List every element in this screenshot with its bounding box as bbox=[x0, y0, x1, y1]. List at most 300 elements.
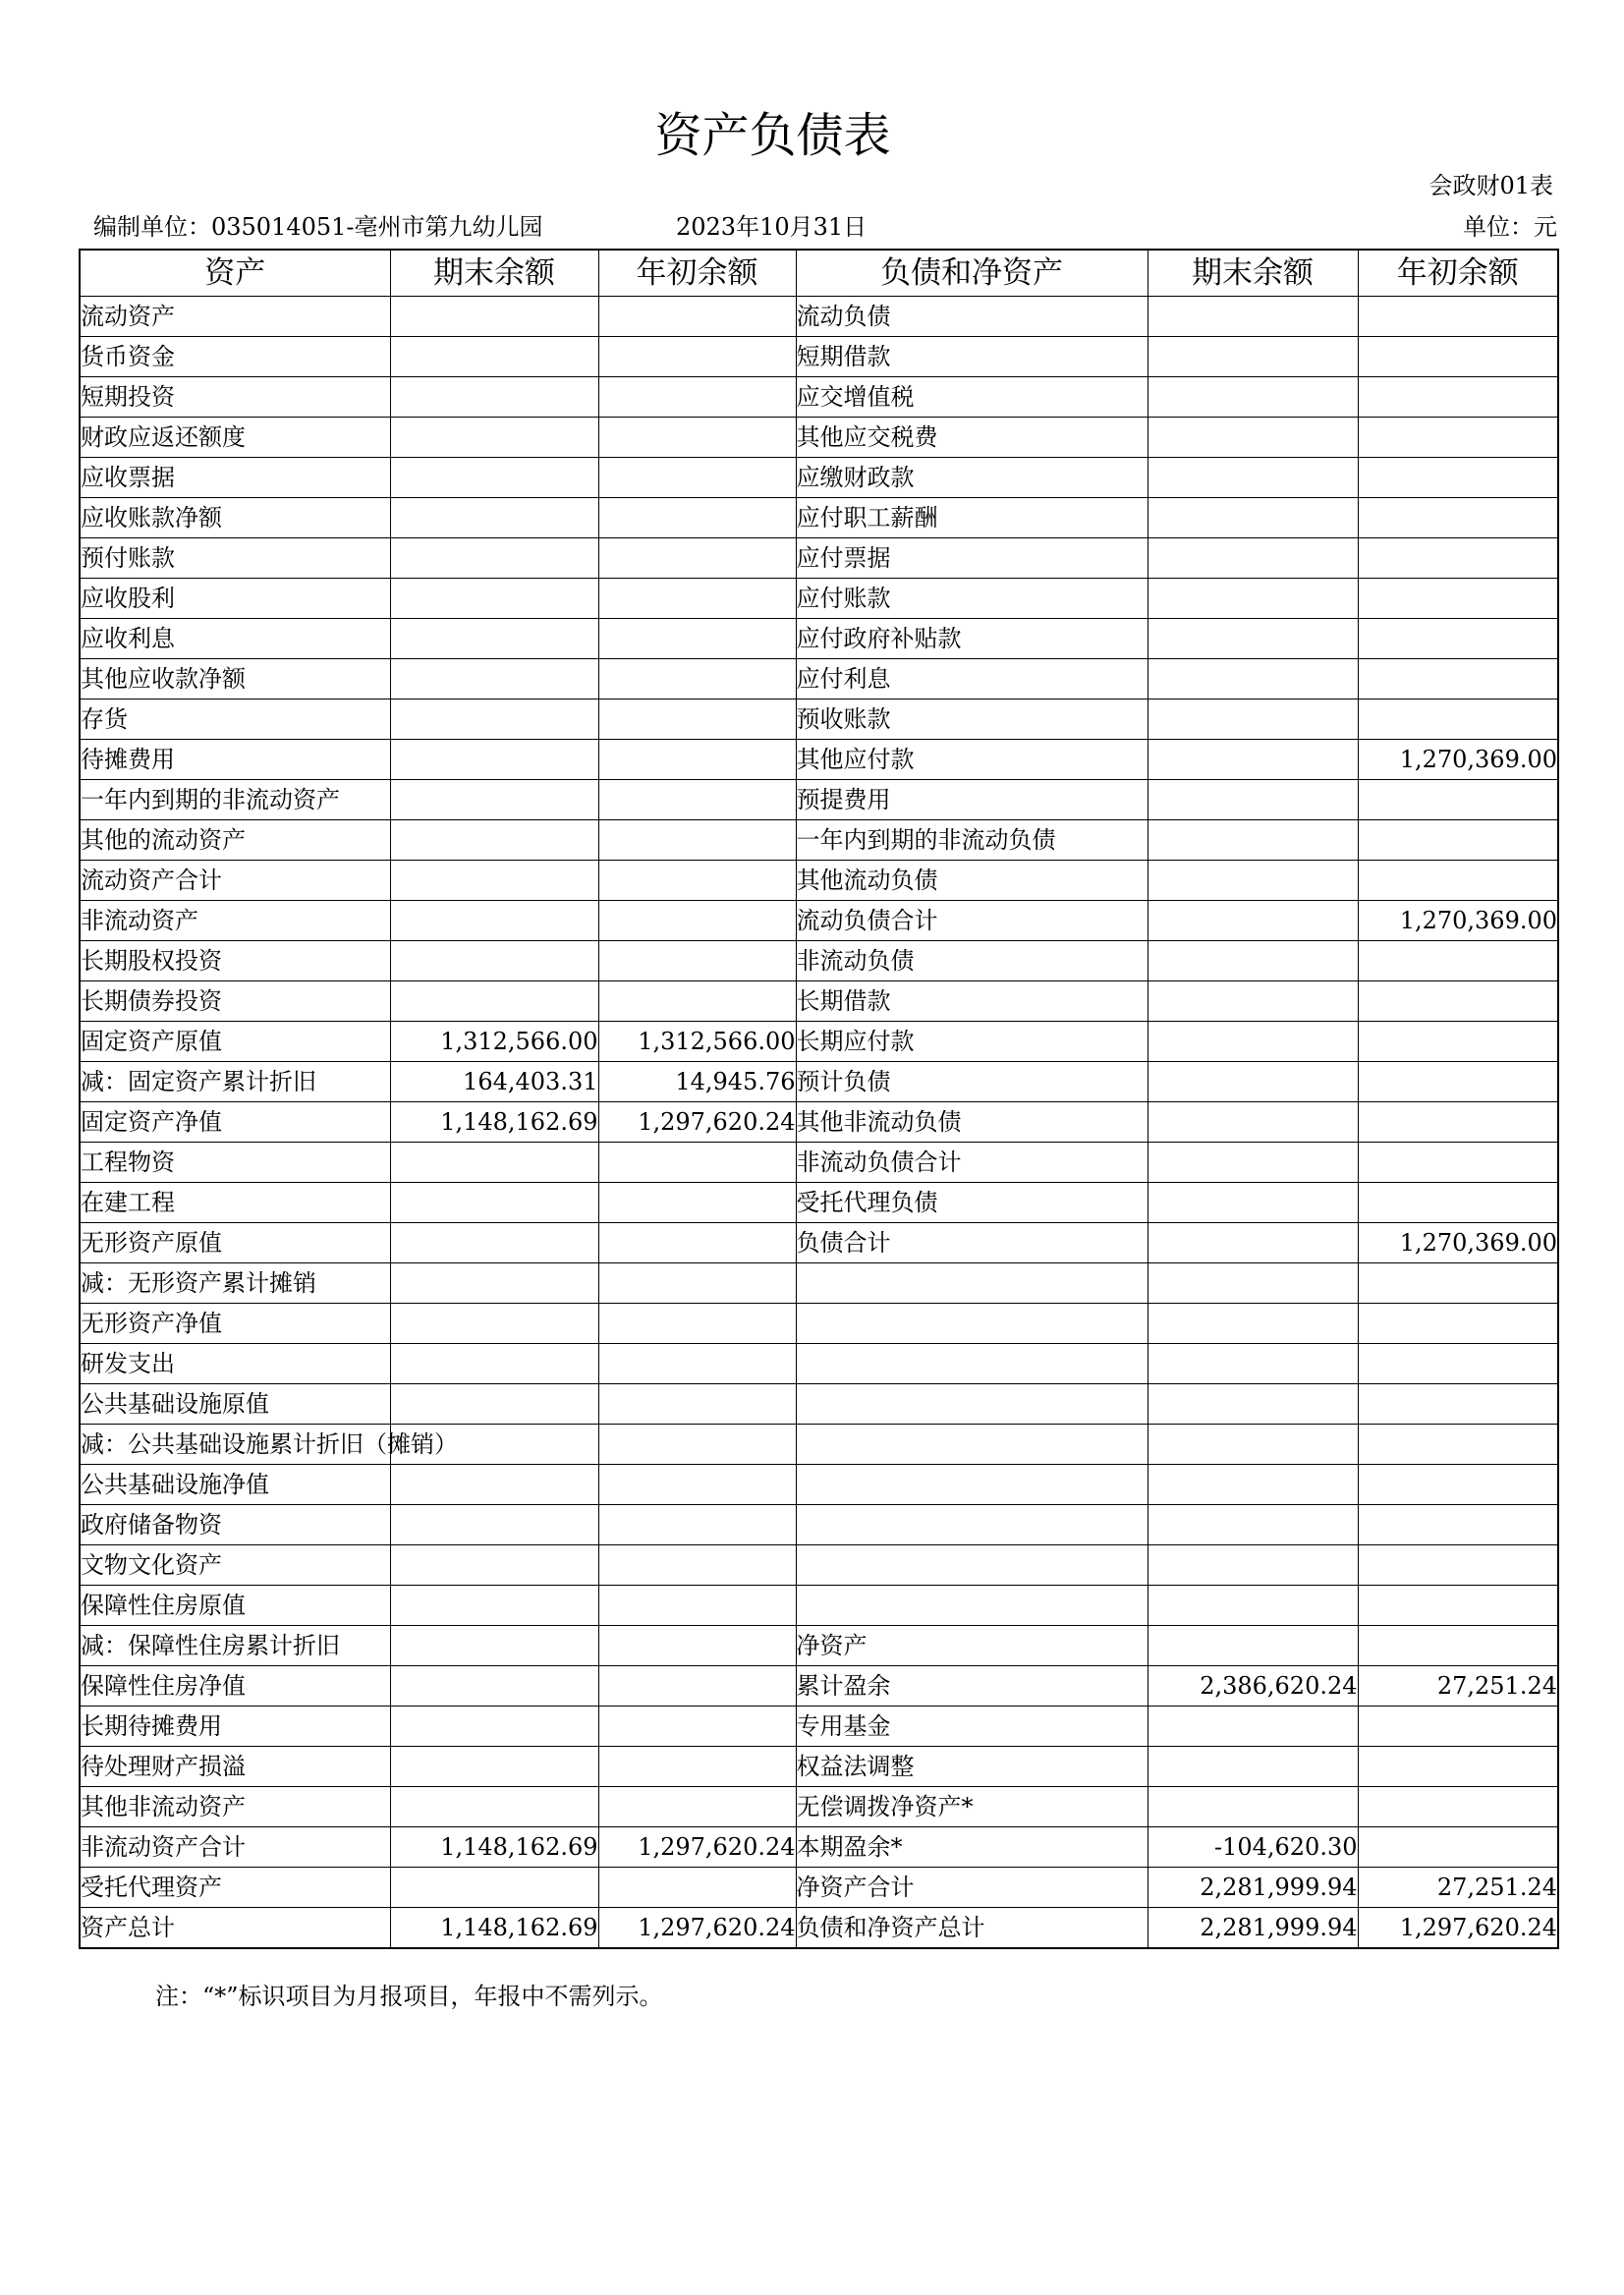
table-row bbox=[80, 1868, 1558, 1908]
liability-item-label: 一年内到期的非流动负债 bbox=[796, 820, 1148, 861]
liability-item-label: 其他流动负债 bbox=[796, 861, 1148, 901]
asset-opening-balance bbox=[598, 659, 796, 700]
liability-item-label bbox=[796, 1425, 1148, 1465]
asset-opening-balance bbox=[598, 1384, 796, 1425]
liability-opening-balance bbox=[1358, 1062, 1558, 1102]
asset-ending-balance bbox=[390, 538, 598, 579]
form-code: 会政财01表 bbox=[1428, 172, 1553, 199]
liability-ending-balance bbox=[1148, 1183, 1358, 1223]
table-row bbox=[80, 740, 1558, 780]
table-row bbox=[80, 498, 1558, 538]
table-row bbox=[80, 1545, 1558, 1586]
liability-opening-balance: 1,297,620.24 bbox=[1358, 1908, 1558, 1949]
liability-item-label: 权益法调整 bbox=[796, 1747, 1148, 1787]
liability-opening-balance bbox=[1358, 337, 1558, 377]
asset-opening-balance bbox=[598, 1183, 796, 1223]
liability-ending-balance bbox=[1148, 981, 1358, 1022]
liability-item-label bbox=[796, 1545, 1148, 1586]
asset-item-label: 资产总计 bbox=[80, 1908, 390, 1949]
liability-ending-balance bbox=[1148, 1465, 1358, 1505]
liability-opening-balance bbox=[1358, 619, 1558, 659]
asset-opening-balance bbox=[598, 1344, 796, 1384]
liability-item-label: 非流动负债 bbox=[796, 941, 1148, 981]
liability-ending-balance: 2,386,620.24 bbox=[1148, 1666, 1358, 1707]
liability-ending-balance bbox=[1148, 861, 1358, 901]
liability-item-label: 流动负债 bbox=[796, 297, 1148, 337]
asset-ending-balance bbox=[390, 1263, 598, 1304]
liability-opening-balance bbox=[1358, 538, 1558, 579]
liability-item-label: 本期盈余* bbox=[796, 1827, 1148, 1868]
balance-sheet-table bbox=[79, 249, 1559, 1949]
liability-opening-balance bbox=[1358, 861, 1558, 901]
liability-ending-balance bbox=[1148, 901, 1358, 941]
asset-opening-balance bbox=[598, 1304, 796, 1344]
asset-item-label: 应收账款净额 bbox=[80, 498, 390, 538]
asset-opening-balance bbox=[598, 579, 796, 619]
liability-opening-balance: 27,251.24 bbox=[1358, 1666, 1558, 1707]
asset-ending-balance bbox=[390, 377, 598, 418]
liability-item-label: 累计盈余 bbox=[796, 1666, 1148, 1707]
liability-ending-balance bbox=[1148, 1707, 1358, 1747]
asset-ending-balance bbox=[390, 941, 598, 981]
liability-ending-balance bbox=[1148, 418, 1358, 458]
liability-opening-balance bbox=[1358, 418, 1558, 458]
asset-ending-balance: 1,148,162.69 bbox=[390, 1102, 598, 1143]
currency-unit: 单位：元 bbox=[1463, 213, 1557, 241]
header-asset-ending-balance: 期末余额 bbox=[390, 250, 598, 297]
liability-item-label bbox=[796, 1344, 1148, 1384]
header-row bbox=[80, 250, 1558, 297]
liability-ending-balance bbox=[1148, 1425, 1358, 1465]
liability-item-label: 预收账款 bbox=[796, 700, 1148, 740]
table-row bbox=[80, 659, 1558, 700]
asset-item-label: 公共基础设施净值 bbox=[80, 1465, 390, 1505]
liability-ending-balance bbox=[1148, 1626, 1358, 1666]
asset-item-label: 其他应收款净额 bbox=[80, 659, 390, 700]
table-row bbox=[80, 579, 1558, 619]
asset-item-label: 固定资产原值 bbox=[80, 1022, 390, 1062]
asset-item-label: 固定资产净值 bbox=[80, 1102, 390, 1143]
asset-item-label: 长期股权投资 bbox=[80, 941, 390, 981]
liability-ending-balance bbox=[1148, 538, 1358, 579]
asset-opening-balance: 1,297,620.24 bbox=[598, 1827, 796, 1868]
asset-opening-balance bbox=[598, 377, 796, 418]
asset-item-label: 无形资产原值 bbox=[80, 1223, 390, 1263]
asset-opening-balance: 14,945.76 bbox=[598, 1062, 796, 1102]
asset-opening-balance bbox=[598, 1586, 796, 1626]
header-assets: 资产 bbox=[80, 250, 390, 297]
header-liability-opening-balance: 年初余额 bbox=[1358, 250, 1558, 297]
asset-opening-balance bbox=[598, 498, 796, 538]
asset-item-label: 非流动资产 bbox=[80, 901, 390, 941]
table-row bbox=[80, 861, 1558, 901]
liability-opening-balance bbox=[1358, 1747, 1558, 1787]
liability-ending-balance bbox=[1148, 498, 1358, 538]
asset-opening-balance bbox=[598, 740, 796, 780]
asset-item-label: 应收股利 bbox=[80, 579, 390, 619]
liability-ending-balance bbox=[1148, 780, 1358, 820]
liability-opening-balance bbox=[1358, 941, 1558, 981]
asset-opening-balance bbox=[598, 1747, 796, 1787]
asset-ending-balance bbox=[390, 458, 598, 498]
asset-item-label: 一年内到期的非流动资产 bbox=[80, 780, 390, 820]
asset-item-label: 预付账款 bbox=[80, 538, 390, 579]
asset-ending-balance bbox=[390, 1586, 598, 1626]
table-row bbox=[80, 1344, 1558, 1384]
table-row bbox=[80, 538, 1558, 579]
asset-ending-balance bbox=[390, 1747, 598, 1787]
table-row bbox=[80, 1223, 1558, 1263]
asset-ending-balance bbox=[390, 1465, 598, 1505]
liability-opening-balance bbox=[1358, 1545, 1558, 1586]
report-title: 资产负债表 bbox=[654, 108, 891, 163]
table-row bbox=[80, 619, 1558, 659]
liability-ending-balance bbox=[1148, 820, 1358, 861]
liability-item-label: 长期应付款 bbox=[796, 1022, 1148, 1062]
asset-ending-balance bbox=[390, 901, 598, 941]
liability-opening-balance bbox=[1358, 1263, 1558, 1304]
liability-ending-balance bbox=[1148, 1143, 1358, 1183]
liability-ending-balance bbox=[1148, 579, 1358, 619]
asset-item-label: 待处理财产损溢 bbox=[80, 1747, 390, 1787]
table-row bbox=[80, 1666, 1558, 1707]
liability-opening-balance bbox=[1358, 377, 1558, 418]
liability-item-label: 净资产 bbox=[796, 1626, 1148, 1666]
asset-ending-balance bbox=[390, 579, 598, 619]
liability-item-label bbox=[796, 1384, 1148, 1425]
liability-opening-balance: 1,270,369.00 bbox=[1358, 740, 1558, 780]
asset-item-label: 短期投资 bbox=[80, 377, 390, 418]
asset-item-label: 无形资产净值 bbox=[80, 1304, 390, 1344]
asset-item-label: 文物文化资产 bbox=[80, 1545, 390, 1586]
asset-ending-balance bbox=[390, 498, 598, 538]
table-row bbox=[80, 1586, 1558, 1626]
liability-item-label bbox=[796, 1263, 1148, 1304]
asset-item-label: 应收票据 bbox=[80, 458, 390, 498]
asset-ending-balance bbox=[390, 297, 598, 337]
table-row bbox=[80, 901, 1558, 941]
asset-ending-balance bbox=[390, 1143, 598, 1183]
liability-ending-balance bbox=[1148, 941, 1358, 981]
liability-item-label: 预提费用 bbox=[796, 780, 1148, 820]
asset-opening-balance bbox=[598, 458, 796, 498]
footnote: 注：“*”标识项目为月报项目，年报中不需列示。 bbox=[155, 1983, 663, 2010]
liability-opening-balance bbox=[1358, 981, 1558, 1022]
asset-opening-balance: 1,312,566.00 bbox=[598, 1022, 796, 1062]
table-body bbox=[80, 297, 1558, 1949]
liability-ending-balance bbox=[1148, 377, 1358, 418]
asset-opening-balance bbox=[598, 1545, 796, 1586]
liability-item-label: 长期借款 bbox=[796, 981, 1148, 1022]
asset-opening-balance bbox=[598, 861, 796, 901]
liability-opening-balance bbox=[1358, 1384, 1558, 1425]
liability-ending-balance: 2,281,999.94 bbox=[1148, 1868, 1358, 1908]
asset-ending-balance bbox=[390, 1787, 598, 1827]
asset-item-label: 存货 bbox=[80, 700, 390, 740]
liability-opening-balance bbox=[1358, 820, 1558, 861]
table-row bbox=[80, 1022, 1558, 1062]
liability-opening-balance: 27,251.24 bbox=[1358, 1868, 1558, 1908]
asset-ending-balance bbox=[390, 1505, 598, 1545]
liability-item-label: 应付政府补贴款 bbox=[796, 619, 1148, 659]
asset-opening-balance bbox=[598, 1666, 796, 1707]
asset-opening-balance bbox=[598, 1143, 796, 1183]
asset-item-label: 保障性住房净值 bbox=[80, 1666, 390, 1707]
asset-ending-balance bbox=[390, 1666, 598, 1707]
asset-ending-balance bbox=[390, 1183, 598, 1223]
liability-item-label: 其他应付款 bbox=[796, 740, 1148, 780]
asset-ending-balance: 1,312,566.00 bbox=[390, 1022, 598, 1062]
asset-opening-balance bbox=[598, 1223, 796, 1263]
header-liabilities-net-assets: 负债和净资产 bbox=[796, 250, 1148, 297]
liability-item-label: 应交增值税 bbox=[796, 377, 1148, 418]
liability-opening-balance bbox=[1358, 1022, 1558, 1062]
liability-opening-balance bbox=[1358, 1827, 1558, 1868]
asset-ending-balance: 1,148,162.69 bbox=[390, 1827, 598, 1868]
table-row bbox=[80, 1908, 1558, 1949]
table-row bbox=[80, 780, 1558, 820]
liability-ending-balance bbox=[1148, 1384, 1358, 1425]
asset-opening-balance bbox=[598, 337, 796, 377]
report-meta bbox=[93, 211, 1557, 243]
asset-opening-balance bbox=[598, 1787, 796, 1827]
asset-opening-balance bbox=[598, 418, 796, 458]
table-row bbox=[80, 418, 1558, 458]
liability-ending-balance bbox=[1148, 1223, 1358, 1263]
liability-ending-balance bbox=[1148, 1102, 1358, 1143]
asset-item-label: 减：固定资产累计折旧 bbox=[80, 1062, 390, 1102]
liability-item-label: 其他应交税费 bbox=[796, 418, 1148, 458]
liability-ending-balance bbox=[1148, 337, 1358, 377]
liability-opening-balance bbox=[1358, 579, 1558, 619]
liability-item-label bbox=[796, 1505, 1148, 1545]
asset-item-label: 受托代理资产 bbox=[80, 1868, 390, 1908]
asset-ending-balance bbox=[390, 861, 598, 901]
asset-opening-balance: 1,297,620.24 bbox=[598, 1102, 796, 1143]
liability-ending-balance bbox=[1148, 700, 1358, 740]
asset-opening-balance bbox=[598, 1465, 796, 1505]
liability-ending-balance bbox=[1148, 619, 1358, 659]
table-row bbox=[80, 820, 1558, 861]
liability-item-label: 净资产合计 bbox=[796, 1868, 1148, 1908]
header-liability-ending-balance: 期末余额 bbox=[1148, 250, 1358, 297]
table-row bbox=[80, 1707, 1558, 1747]
liability-ending-balance: -104,620.30 bbox=[1148, 1827, 1358, 1868]
asset-item-label: 公共基础设施原值 bbox=[80, 1384, 390, 1425]
reporting-unit: 编制单位：035014051-亳州市第九幼儿园 bbox=[93, 213, 543, 241]
asset-item-label: 其他非流动资产 bbox=[80, 1787, 390, 1827]
asset-opening-balance bbox=[598, 619, 796, 659]
asset-opening-balance bbox=[598, 1425, 796, 1465]
asset-opening-balance: 1,297,620.24 bbox=[598, 1908, 796, 1949]
asset-ending-balance bbox=[390, 981, 598, 1022]
liability-item-label bbox=[796, 1465, 1148, 1505]
asset-ending-balance bbox=[390, 740, 598, 780]
liability-ending-balance bbox=[1148, 1022, 1358, 1062]
asset-ending-balance bbox=[390, 619, 598, 659]
liability-item-label: 应付职工薪酬 bbox=[796, 498, 1148, 538]
asset-item-label: 其他的流动资产 bbox=[80, 820, 390, 861]
asset-opening-balance bbox=[598, 1505, 796, 1545]
asset-item-label: 流动资产合计 bbox=[80, 861, 390, 901]
liability-ending-balance bbox=[1148, 1787, 1358, 1827]
table-row bbox=[80, 1827, 1558, 1868]
table-row bbox=[80, 337, 1558, 377]
liability-opening-balance bbox=[1358, 1102, 1558, 1143]
asset-ending-balance bbox=[390, 700, 598, 740]
table-row bbox=[80, 1465, 1558, 1505]
asset-item-label: 政府储备物资 bbox=[80, 1505, 390, 1545]
asset-ending-balance bbox=[390, 780, 598, 820]
table-row bbox=[80, 377, 1558, 418]
liability-ending-balance bbox=[1148, 297, 1358, 337]
table-row bbox=[80, 1626, 1558, 1666]
asset-item-label: 减：保障性住房累计折旧 bbox=[80, 1626, 390, 1666]
liability-ending-balance bbox=[1148, 1304, 1358, 1344]
liability-ending-balance bbox=[1148, 1505, 1358, 1545]
asset-item-label: 在建工程 bbox=[80, 1183, 390, 1223]
liability-opening-balance bbox=[1358, 1505, 1558, 1545]
liability-opening-balance bbox=[1358, 700, 1558, 740]
asset-opening-balance bbox=[598, 538, 796, 579]
asset-ending-balance bbox=[390, 1707, 598, 1747]
liability-opening-balance: 1,270,369.00 bbox=[1358, 901, 1558, 941]
table-row bbox=[80, 941, 1558, 981]
asset-ending-balance bbox=[390, 418, 598, 458]
liability-ending-balance bbox=[1148, 1344, 1358, 1384]
asset-opening-balance bbox=[598, 901, 796, 941]
liability-item-label: 无偿调拨净资产* bbox=[796, 1787, 1148, 1827]
liability-item-label: 预计负债 bbox=[796, 1062, 1148, 1102]
liability-opening-balance bbox=[1358, 458, 1558, 498]
table-row bbox=[80, 1384, 1558, 1425]
asset-ending-balance bbox=[390, 1304, 598, 1344]
table-row bbox=[80, 1304, 1558, 1344]
liability-opening-balance bbox=[1358, 1787, 1558, 1827]
asset-item-label: 长期债券投资 bbox=[80, 981, 390, 1022]
liability-item-label bbox=[796, 1586, 1148, 1626]
liability-item-label: 负债和净资产总计 bbox=[796, 1908, 1148, 1949]
table-row bbox=[80, 1787, 1558, 1827]
asset-ending-balance bbox=[390, 659, 598, 700]
asset-opening-balance bbox=[598, 700, 796, 740]
liability-item-label: 受托代理负债 bbox=[796, 1183, 1148, 1223]
liability-item-label: 流动负债合计 bbox=[796, 901, 1148, 941]
asset-item-label: 长期待摊费用 bbox=[80, 1707, 390, 1747]
asset-item-label: 减：无形资产累计摊销 bbox=[80, 1263, 390, 1304]
asset-item-label: 研发支出 bbox=[80, 1344, 390, 1384]
asset-opening-balance bbox=[598, 981, 796, 1022]
liability-item-label: 专用基金 bbox=[796, 1707, 1148, 1747]
asset-opening-balance bbox=[598, 1707, 796, 1747]
asset-ending-balance bbox=[390, 1545, 598, 1586]
liability-item-label: 短期借款 bbox=[796, 337, 1148, 377]
table-row bbox=[80, 1505, 1558, 1545]
asset-opening-balance bbox=[598, 1263, 796, 1304]
asset-ending-balance bbox=[390, 820, 598, 861]
liability-ending-balance bbox=[1148, 1062, 1358, 1102]
asset-ending-balance: 164,403.31 bbox=[390, 1062, 598, 1102]
liability-ending-balance bbox=[1148, 1263, 1358, 1304]
table-row bbox=[80, 1747, 1558, 1787]
liability-item-label: 其他非流动负债 bbox=[796, 1102, 1148, 1143]
liability-ending-balance bbox=[1148, 1747, 1358, 1787]
table-row bbox=[80, 1183, 1558, 1223]
asset-ending-balance bbox=[390, 1223, 598, 1263]
table-row bbox=[80, 700, 1558, 740]
asset-ending-balance bbox=[390, 1344, 598, 1384]
liability-item-label: 负债合计 bbox=[796, 1223, 1148, 1263]
liability-opening-balance bbox=[1358, 297, 1558, 337]
table-row bbox=[80, 981, 1558, 1022]
liability-opening-balance bbox=[1358, 1183, 1558, 1223]
asset-ending-balance bbox=[390, 1384, 598, 1425]
report-date: 2023年10月31日 bbox=[676, 213, 868, 241]
liability-ending-balance bbox=[1148, 659, 1358, 700]
liability-item-label: 应付账款 bbox=[796, 579, 1148, 619]
asset-opening-balance bbox=[598, 941, 796, 981]
table-row bbox=[80, 1143, 1558, 1183]
table-row bbox=[80, 1263, 1558, 1304]
asset-opening-balance bbox=[598, 820, 796, 861]
header-asset-opening-balance: 年初余额 bbox=[598, 250, 796, 297]
liability-ending-balance bbox=[1148, 458, 1358, 498]
asset-ending-balance bbox=[390, 1868, 598, 1908]
asset-item-label: 财政应返还额度 bbox=[80, 418, 390, 458]
liability-opening-balance bbox=[1358, 1586, 1558, 1626]
asset-ending-balance bbox=[390, 1626, 598, 1666]
liability-opening-balance bbox=[1358, 1465, 1558, 1505]
liability-opening-balance bbox=[1358, 1425, 1558, 1465]
table-row bbox=[80, 1425, 1558, 1465]
liability-opening-balance bbox=[1358, 780, 1558, 820]
asset-opening-balance bbox=[598, 1868, 796, 1908]
liability-item-label bbox=[796, 1304, 1148, 1344]
liability-opening-balance bbox=[1358, 1304, 1558, 1344]
liability-item-label: 非流动负债合计 bbox=[796, 1143, 1148, 1183]
liability-ending-balance bbox=[1148, 1545, 1358, 1586]
liability-ending-balance bbox=[1148, 1586, 1358, 1626]
liability-item-label: 应付利息 bbox=[796, 659, 1148, 700]
table-row bbox=[80, 1062, 1558, 1102]
table-row bbox=[80, 458, 1558, 498]
table-row bbox=[80, 1102, 1558, 1143]
liability-ending-balance: 2,281,999.94 bbox=[1148, 1908, 1358, 1949]
liability-opening-balance bbox=[1358, 659, 1558, 700]
liability-opening-balance bbox=[1358, 1707, 1558, 1747]
asset-opening-balance bbox=[598, 1626, 796, 1666]
asset-item-label: 待摊费用 bbox=[80, 740, 390, 780]
table-row bbox=[80, 297, 1558, 337]
asset-item-label: 流动资产 bbox=[80, 297, 390, 337]
asset-item-label: 应收利息 bbox=[80, 619, 390, 659]
asset-item-label: 货币资金 bbox=[80, 337, 390, 377]
liability-opening-balance: 1,270,369.00 bbox=[1358, 1223, 1558, 1263]
asset-ending-balance bbox=[390, 337, 598, 377]
liability-opening-balance bbox=[1358, 1344, 1558, 1384]
asset-ending-balance: 1,148,162.69 bbox=[390, 1908, 598, 1949]
asset-item-label: 非流动资产合计 bbox=[80, 1827, 390, 1868]
liability-item-label: 应缴财政款 bbox=[796, 458, 1148, 498]
liability-item-label: 应付票据 bbox=[796, 538, 1148, 579]
asset-opening-balance bbox=[598, 780, 796, 820]
asset-item-label: 减：公共基础设施累计折旧（摊销） bbox=[80, 1425, 390, 1465]
liability-opening-balance bbox=[1358, 498, 1558, 538]
liability-ending-balance bbox=[1148, 740, 1358, 780]
liability-opening-balance bbox=[1358, 1143, 1558, 1183]
asset-opening-balance bbox=[598, 297, 796, 337]
asset-item-label: 工程物资 bbox=[80, 1143, 390, 1183]
